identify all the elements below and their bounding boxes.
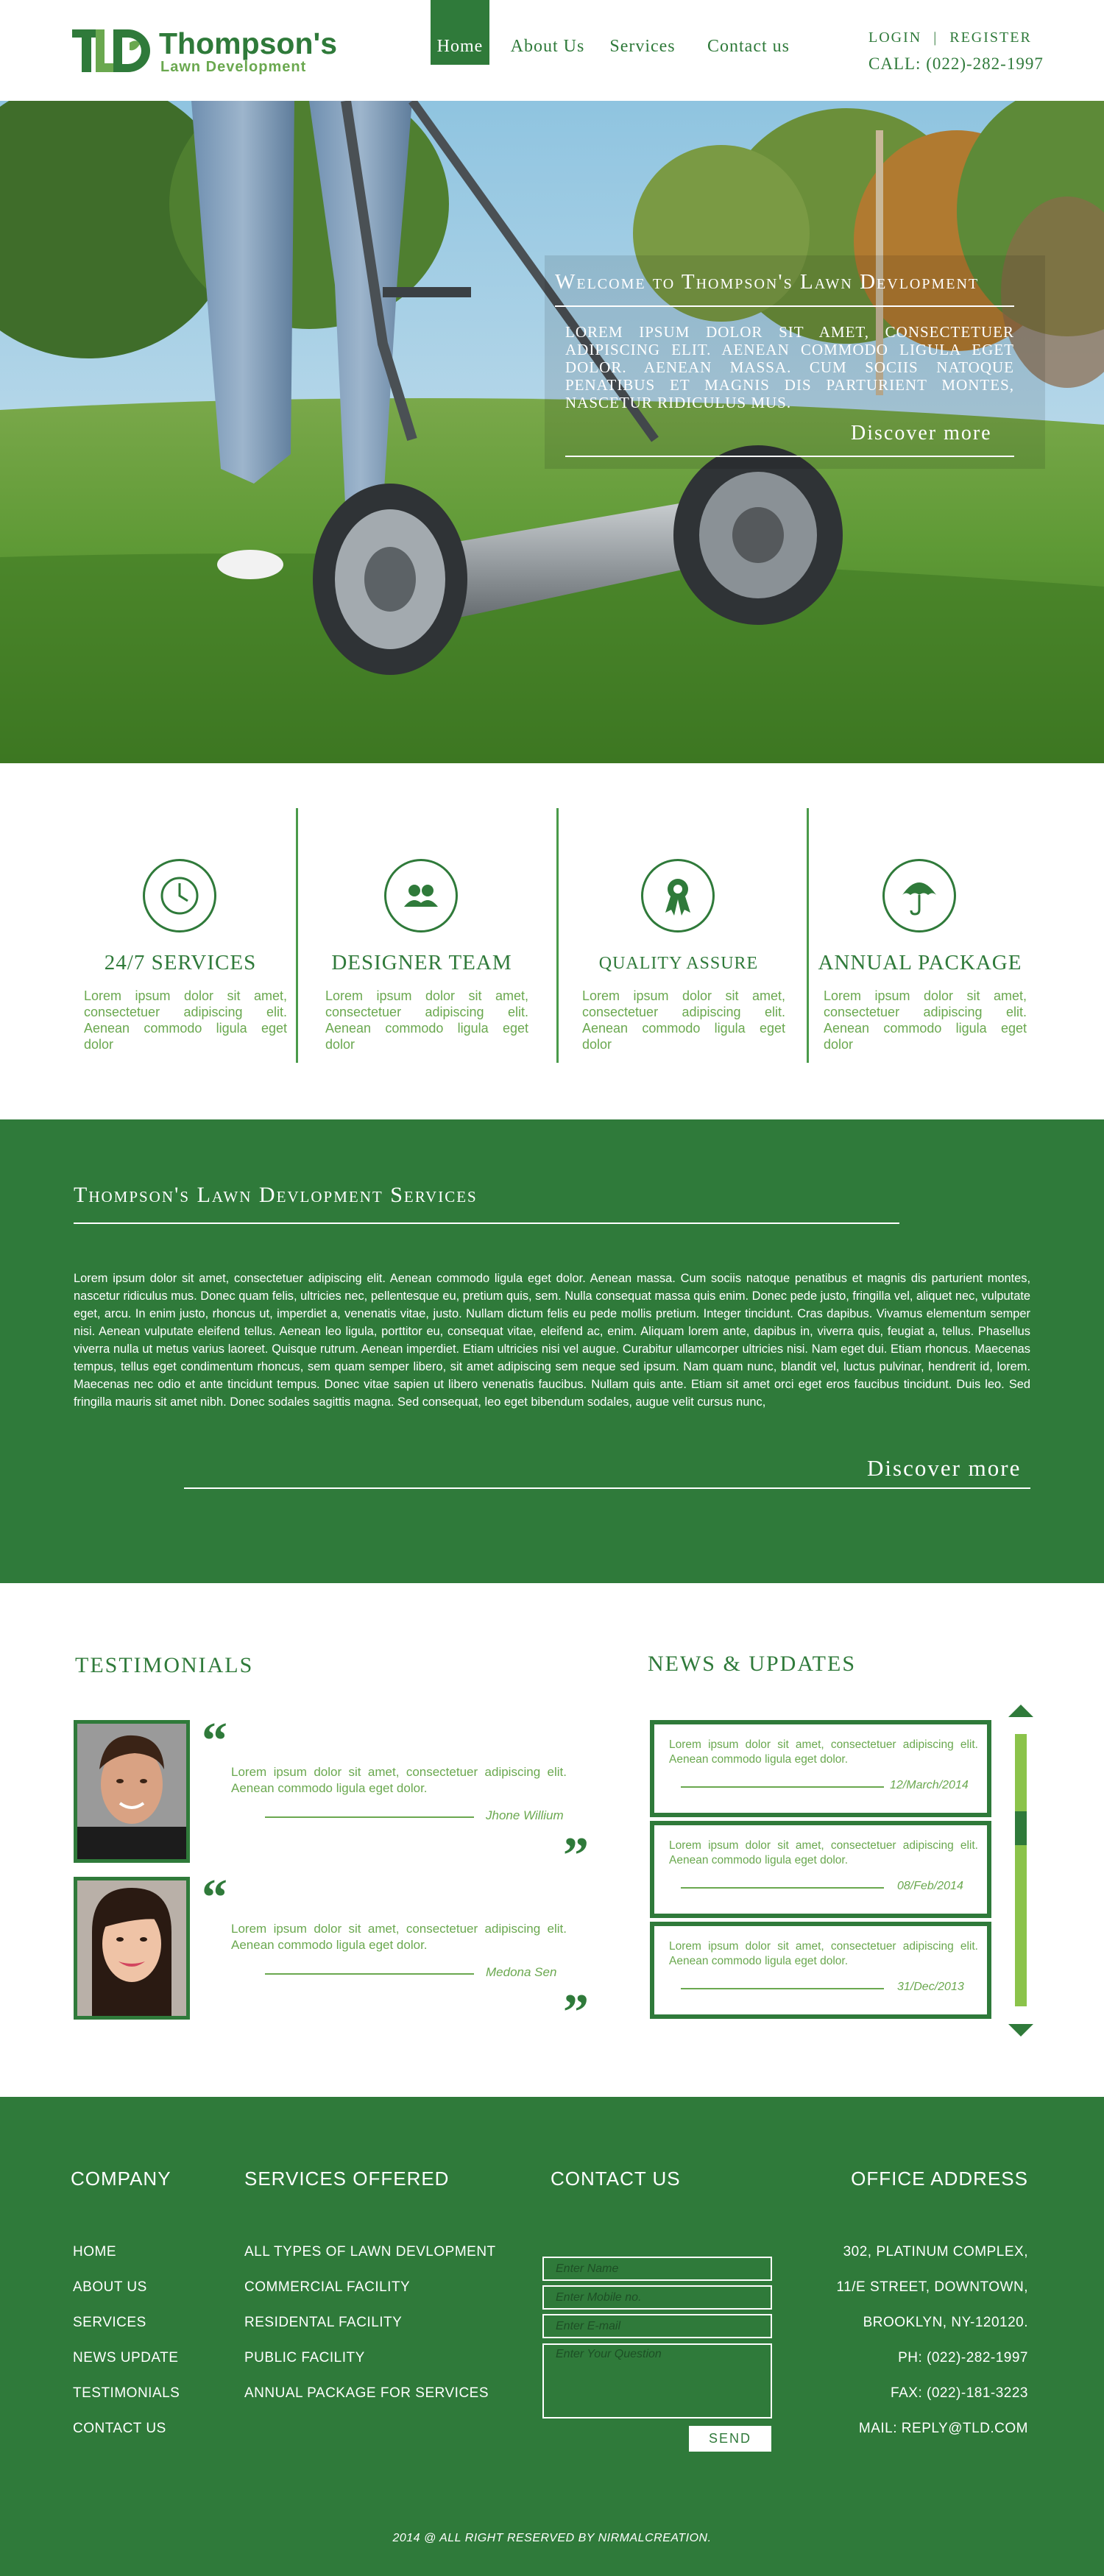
news-date: 12/March/2014 (890, 1779, 969, 1791)
services-section (0, 1119, 1104, 1583)
testimonial-divider (265, 1973, 474, 1975)
footer-office-address (837, 2244, 1029, 2456)
feature-text: Lorem ipsum dolor sit amet, consectetuer adipiscing elit. Aenean commodo ligula eget dolor (582, 988, 785, 1052)
footer-services-links (244, 2244, 496, 2421)
feature-text: Lorem ipsum dolor sit amet, consectetuer adipiscing elit. Aenean commodo ligula eget dolor (84, 988, 287, 1052)
hero-title: Welcome to Thompson's Lawn Devlopment (555, 270, 980, 294)
address-line: BROOKLYN, NY-120120. (863, 2315, 1028, 2330)
footer-link-about-us[interactable]: ABOUT US (73, 2279, 147, 2295)
feature-card (572, 833, 800, 1098)
footer-service-link[interactable]: RESIDENTAL FACILITY (244, 2315, 403, 2330)
phone-number: PH: (022)-282-1997 (898, 2350, 1028, 2366)
feature-title: 24/7 SERVICES (104, 951, 257, 974)
testimonials-news-section (0, 1583, 1104, 2097)
footer-service-link[interactable]: COMMERCIAL FACILITY (244, 2279, 411, 2295)
footer-link-news-update[interactable]: NEWS UPDATE (73, 2350, 179, 2366)
auth-separator: | (933, 29, 938, 46)
feature-card (813, 833, 1041, 1098)
testimonial-item (74, 1713, 604, 1884)
footer-address-heading: OFFICE ADDRESS (851, 2168, 1028, 2190)
feature-divider (807, 808, 809, 1063)
news-scrollbar-thumb[interactable] (1015, 1811, 1027, 1845)
hero-body: LOREM IPSUM DOLOR SIT AMET, CONSECTETUER ADIPISCING ELIT. AENEAN COMMODO LIGULA EGET DOLOR. AENEAN MASSA. CUM SOCIIS NATOQUE PENATIBUS ET MAGNIS DIS PARTURIENT MONTES, NASCETUR RIDICULUS MUS. (565, 323, 1014, 411)
testimonial-author: Jhone Willium (486, 1808, 564, 1822)
feature-card (74, 833, 302, 1098)
nav-about-us[interactable]: About Us (510, 37, 585, 56)
feature-title: QUALITY ASSURE (598, 954, 759, 973)
services-title-divider (74, 1222, 899, 1224)
footer-link-services[interactable]: SERVICES (73, 2315, 146, 2330)
contact-name-input[interactable] (542, 2257, 772, 2281)
hero-cta-underline (565, 456, 1014, 457)
copyright-text: 2014 @ ALL RIGHT RESERVED BY NIRMALCREATION. (392, 2532, 712, 2544)
hero-banner (0, 101, 1104, 763)
news-text: Lorem ipsum dolor sit amet, consectetuer adipiscing elit. Aenean commodo ligula eget dolor. (669, 1738, 978, 1766)
clock-icon (143, 859, 216, 933)
nav-home[interactable]: Home (431, 0, 489, 65)
site-footer (0, 2097, 1104, 2576)
register-link[interactable]: REGISTER (949, 29, 1032, 46)
feature-text: Lorem ipsum dolor sit amet, consectetuer adipiscing elit. Aenean commodo ligula eget dolor (325, 988, 528, 1052)
fax-number: FAX: (022)-181-3223 (891, 2385, 1028, 2401)
testimonial-text: Lorem ipsum dolor sit amet, consectetuer adipiscing elit. Aenean commodo ligula eget dolor. (231, 1922, 567, 1952)
footer-service-link[interactable]: PUBLIC FACILITY (244, 2350, 365, 2366)
news-date: 31/Dec/2013 (897, 1981, 964, 1993)
team-icon (384, 859, 458, 933)
testimonial-item (74, 1869, 604, 2041)
footer-company-links (73, 2244, 180, 2456)
feature-divider (296, 808, 298, 1063)
feature-card (315, 833, 543, 1098)
services-discover-more-link[interactable]: Discover more (867, 1455, 1022, 1481)
contact-question-textarea[interactable] (542, 2343, 772, 2418)
logo-tagline: Lawn Development (160, 59, 307, 75)
login-link[interactable]: LOGIN (868, 29, 922, 46)
news-title: NEWS & UPDATES (648, 1652, 857, 1676)
news-item[interactable] (650, 1821, 991, 1918)
nav-services[interactable]: Services (609, 37, 676, 56)
services-cta-underline (184, 1487, 1030, 1489)
footer-services-heading: SERVICES OFFERED (244, 2168, 450, 2190)
news-scroll-up-icon[interactable] (1008, 1705, 1033, 1717)
auth-links (868, 29, 1032, 46)
footer-service-link[interactable]: ANNUAL PACKAGE FOR SERVICES (244, 2385, 489, 2401)
news-divider (681, 1988, 884, 1989)
testimonial-divider (265, 1816, 474, 1818)
address-line: 302, PLATINUM COMPLEX, (843, 2244, 1028, 2260)
avatar (74, 1720, 190, 1863)
close-quote-icon: ” (563, 1984, 589, 2041)
call-number: CALL: (022)-282-1997 (868, 54, 1044, 73)
news-scroll-down-icon[interactable] (1008, 2024, 1033, 2037)
testimonial-author: Medona Sen (486, 1965, 557, 1979)
news-date: 08/Feb/2014 (897, 1880, 963, 1892)
hero-discover-more-link[interactable]: Discover more (851, 422, 992, 445)
close-quote-icon: ” (563, 1827, 589, 1884)
logo-mark-icon (72, 26, 153, 77)
footer-link-testimonials[interactable]: TESTIMONIALS (73, 2385, 180, 2401)
testimonials-title: TESTIMONIALS (75, 1653, 254, 1677)
ribbon-icon (641, 859, 715, 933)
footer-company-heading: COMPANY (71, 2168, 171, 2190)
footer-service-link[interactable]: ALL TYPES OF LAWN DEVLOPMENT (244, 2244, 496, 2260)
feature-title: DESIGNER TEAM (331, 951, 512, 974)
address-line: 11/E STREET, DOWNTOWN, (836, 2279, 1028, 2295)
footer-link-contact-us[interactable]: CONTACT US (73, 2421, 166, 2436)
footer-contact-heading: CONTACT US (551, 2168, 681, 2190)
news-scrollbar-track[interactable] (1015, 1734, 1027, 2006)
nav-contact-us[interactable]: Contact us (707, 37, 790, 56)
news-item[interactable] (650, 1922, 991, 2019)
open-quote-icon: “ (202, 1713, 227, 1769)
testimonial-text: Lorem ipsum dolor sit amet, consectetuer adipiscing elit. Aenean commodo ligula eget dolor. (231, 1765, 567, 1795)
contact-send-button[interactable]: SEND (689, 2426, 771, 2452)
avatar (74, 1877, 190, 2020)
umbrella-icon (882, 859, 956, 933)
logo[interactable] (72, 26, 338, 77)
feature-divider (556, 808, 559, 1063)
footer-link-home[interactable]: HOME (73, 2244, 116, 2260)
open-quote-icon: “ (202, 1869, 227, 1926)
news-text: Lorem ipsum dolor sit amet, consectetuer adipiscing elit. Aenean commodo ligula eget dolor. (669, 1839, 978, 1866)
news-text: Lorem ipsum dolor sit amet, consectetuer adipiscing elit. Aenean commodo ligula eget dolor. (669, 1940, 978, 1967)
news-item[interactable] (650, 1720, 991, 1817)
services-title: Thompson's Lawn Devlopment Services (74, 1183, 478, 1207)
news-divider (681, 1887, 884, 1889)
services-body: Lorem ipsum dolor sit amet, consectetuer adipiscing elit. Aenean commodo ligula eget dolor. Aenean massa. Cum sociis natoque penatibus et magnis dis parturient montes, nascetur ridiculus mus. Donec quam felis, ultricies nec, pellentesque eu, pretium quis, sem. Nulla consequat massa quis enim. Donec pede justo, fringilla vel, aliquet nec, vulputate eget, arcu. In enim justo, rhoncus ut, imperdiet a, venenatis vitae, justo. Nullam dictum felis eu pede mollis pretium. Integer tincidunt. Cras dapibus. Vivamus elementum semper nisi. Aenean vulputate eleifend tellus. Aenean leo ligula, porttitor eu, consequat vitae, eleifend ac, enim. Aliquam lorem ante, dapibus in, viverra quis, feugiat a, tellus. Phasellus viverra nulla ut metus varius laoreet. Quisque rutrum. Aenean imperdiet. Etiam ultricies nisi vel augue. Curabitur ullamcorper ultricies nisi. Nam eget dui. Etiam rhoncus. Maecenas tempus, tellus eget condimentum rhoncus, sem quam semper libero, sit amet adipiscing sem neque sed ipsum. Nam quam nunc, blandit vel, luctus pulvinar, hendrerit id, lorem. Maecenas nec odio et ante tincidunt tempus. Donec vitae sapien ut libero venenatis faucibus. Nullam quis ante. Etiam sit amet orci eget eros faucibus tincidunt. Duis leo. Sed fringilla mauris sit amet nibh. Donec sodales sagittis magna. Sed consequat, leo eget bibendum sodales, augue velit cursus nunc, (74, 1272, 1030, 1409)
logo-title: Thompson's (159, 26, 338, 60)
hero-divider (555, 305, 1014, 307)
feature-title: ANNUAL PACKAGE (818, 951, 1022, 974)
feature-text: Lorem ipsum dolor sit amet, consectetuer adipiscing elit. Aenean commodo ligula eget dolor (824, 988, 1027, 1052)
contact-mobile-input[interactable] (542, 2285, 772, 2310)
contact-email-input[interactable] (542, 2314, 772, 2338)
features-section (0, 763, 1104, 1119)
news-divider (681, 1786, 884, 1788)
site-header (0, 0, 1104, 101)
email-address[interactable]: MAIL: REPLY@TLD.COM (858, 2421, 1028, 2436)
